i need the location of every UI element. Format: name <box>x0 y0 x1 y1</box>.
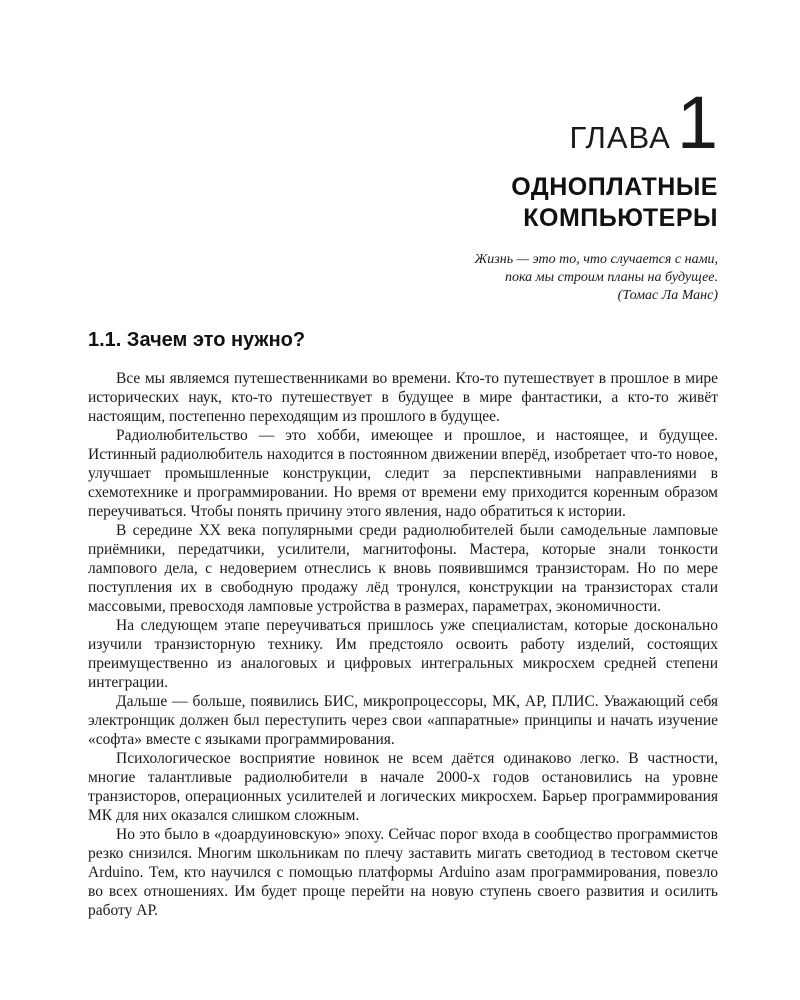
body-text <box>88 369 718 920</box>
chapter-title-line-2: КОМПЬЮТЕРЫ <box>523 204 718 232</box>
epigraph-line-2: пока мы строим планы на будущее. <box>504 270 718 285</box>
paragraph: Радиолюбительство — это хобби, имеющее и прошлое, и настоящее, и будущее. Истинный радиолюбитель находится в постоянном движении вперёд, изобретает что-то новое, улучшает промышленные конструкции, следит за перспективными направлениями в схемотехнике и программировании. Но время от времени ему приходится коренным образом переучиваться. Чтобы понять причину этого явления, надо обратиться к истории. <box>88 427 718 520</box>
paragraph: Все мы являемся путешественниками во времени. Кто-то путешествует в прошлое в мире исторических наук, кто-то путешествует в будущее в мире фантастики, а кто-то живёт настоящим, постепенно переходящим из прошлого в будущее. <box>88 370 718 425</box>
chapter-title <box>511 172 718 234</box>
chapter-title-line-1: ОДНОПЛАТНЫЕ <box>511 173 718 201</box>
epigraph-author: (Томас Ла Манс) <box>617 288 718 303</box>
epigraph <box>474 251 718 305</box>
chapter-number: 1 <box>676 81 718 164</box>
paragraph: На следующем этапе переучиваться пришлось уже специалистам, которые досконально изучили транзисторную технику. Им предстояло освоить работу изделий, состоящих преимущественно из аналоговых и цифровых интегральных микросхем средней степени интеграции. <box>88 617 718 691</box>
chapter-heading <box>569 81 718 164</box>
chapter-label: ГЛАВА <box>569 120 671 155</box>
paragraph: Психологическое восприятие новинок не всем даётся одинаково легко. В частности, многие талантливые радиолюбители в начале 2000-х годов остановились на уровне транзисторов, операционных усилителей и логических микросхем. Барьер программирования МК для них оказался слишком сложным. <box>88 750 718 824</box>
section-heading: 1.1. Зачем это нужно? <box>88 329 306 351</box>
epigraph-line-1: Жизнь — это то, что случается с нами, <box>474 252 718 267</box>
paragraph: Дальше — больше, появились БИС, микропроцессоры, МК, АР, ПЛИС. Уважающий себя электронщик должен был переступить через свои «аппаратные» принципы и начать изучение «софта» вместе с языками программирования. <box>88 693 718 748</box>
paragraph: Но это было в «доардуиновскую» эпоху. Сейчас порог входа в сообщество программистов резко снизился. Многим школьникам по плечу заставить мигать светодиод в тестовом скетче Arduino. Тем, кто научился с помощью платформы Arduino азам программирования, повезло во всех отношениях. Им будет проще перейти на новую ступень своего развития и осилить работу АР. <box>88 826 718 919</box>
paragraph: В середине XX века популярными среди радиолюбителей были самодельные ламповые приёмники, передатчики, усилители, магнитофоны. Мастера, которые знали тонкости лампового дела, с недоверием отнеслись к вновь появившимся транзисторам. Но по мере поступления их в свободную продажу лёд тронулся, конструкции на транзисторах стали массовыми, превосходя ламповые устройства в размерах, параметрах, экономичности. <box>88 522 718 615</box>
